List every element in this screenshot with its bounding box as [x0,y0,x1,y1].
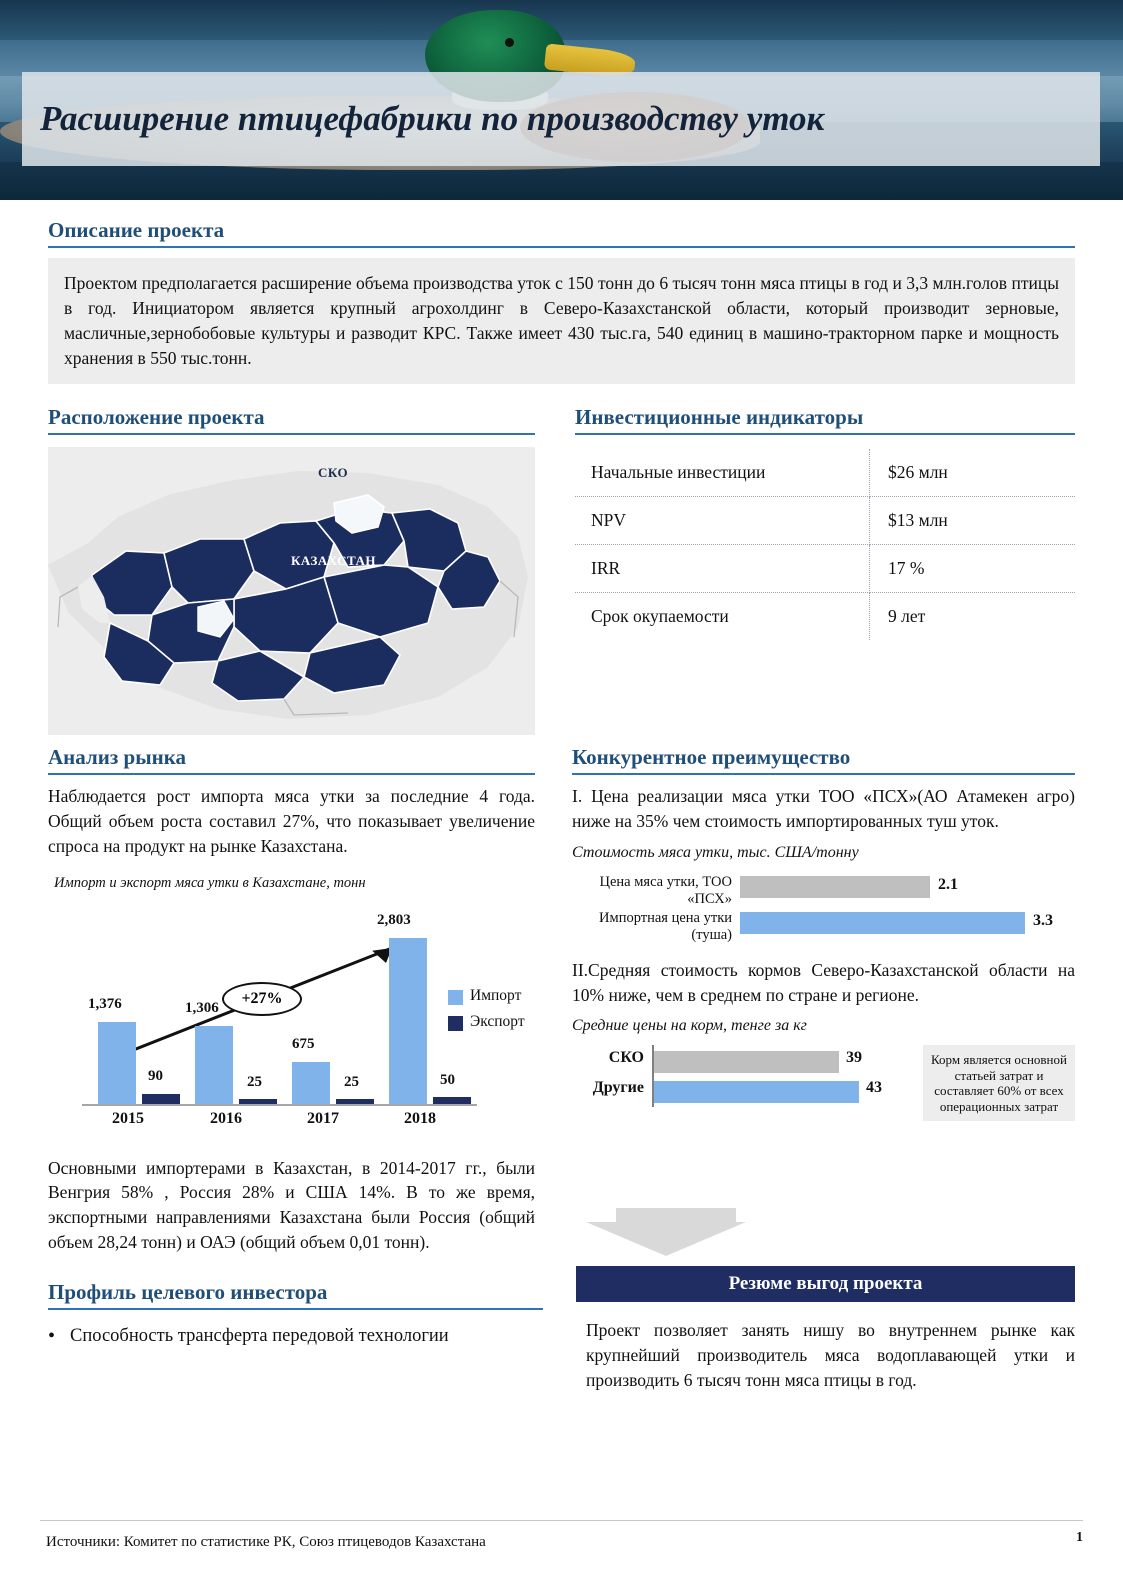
bar-value-import-2015: 1,376 [88,995,122,1012]
import-export-bar-chart [40,896,535,1146]
section-heading-investment: Инвестиционные индикаторы [575,405,1075,435]
water-band [0,0,1123,40]
indicator-label: NPV [575,497,870,545]
kazakhstan-map [48,447,535,735]
feed-price-bar-chart [572,1045,1075,1121]
table-row [575,449,1075,497]
investment-indicators-section [575,405,1075,640]
indicator-value: $26 млн [870,449,1076,497]
hbar-label-psh: Цена мяса утки, ТОО «ПСХ» [599,873,732,907]
hbar-sko [654,1051,839,1073]
x-label-2015: 2015 [112,1109,144,1127]
chart-caption-duck-price: Стоимость мяса утки, тыс. США/тонну [572,843,859,861]
indicator-label: Срок окупаемости [575,593,870,641]
bar-import-2017 [292,1062,330,1104]
section-heading-investor-profile: Профиль целевого инвестора [48,1280,543,1310]
bar-value-import-2018: 2,803 [377,911,411,928]
map-label-country: КАЗАХСТАН [291,553,377,568]
project-location-section [48,405,535,735]
market-paragraph-2: Основными импортерами в Казахстан, в 2014-2017 гг., были Венгрия 58% , Россия 28% и США 14%. В то же время, экспортными направлениями Казахстана были Россия (общий объем 28,24 тонн) и ОАЭ (общий объем 0,01 тонн). [48,1157,535,1253]
summary-heading: Резюме выгод проекта [576,1266,1075,1302]
x-label-2016: 2016 [210,1109,242,1127]
page-title: Расширение птицефабрики по производству уток [40,99,825,139]
market-analysis-section [40,745,535,1255]
duck-eye-image [505,38,514,47]
duck-price-bar-chart [572,872,1075,944]
legend-swatch-export [448,1016,463,1031]
bar-value-import-2016: 1,306 [185,999,219,1016]
bar-export-2015 [142,1094,180,1104]
indicator-label: IRR [575,545,870,593]
map-svg [48,447,535,735]
legend-label-import: Импорт [470,986,522,1004]
hbar-import [740,912,1025,934]
table-row [575,593,1075,641]
hbar-value-import: 3.3 [1033,911,1053,929]
x-label-2017: 2017 [307,1109,339,1127]
indicator-value: 17 % [870,545,1076,593]
footer-divider [40,1520,1083,1521]
bar-import-2016 [195,1026,233,1104]
hbar-label-import: Импортная цена утки (туша) [599,909,732,943]
list-item [48,1324,543,1349]
investor-profile-section [48,1280,543,1349]
chart-caption-import-export: Импорт и экспорт мяса утки в Казахстане, тонн [54,874,366,891]
footer-sources: Источники: Комитет по статистике РК, Союз птицеводов Казахстана [46,1534,486,1550]
bar-value-export-2015: 90 [148,1067,163,1084]
table-row [575,545,1075,593]
bullet-text: Способность трансферта передовой технологии [70,1326,449,1346]
bar-value-import-2017: 675 [292,1035,315,1052]
summary-text: Проект позволяет занять нишу во внутреннем рынке как крупнейший производитель мяса водоплавающей утки и производить 6 тысяч тонн мяса птицы в год. [586,1320,1075,1390]
map-label-region: СКО [318,465,349,480]
table-row [575,497,1075,545]
hbar-label-sko: СКО [608,1049,644,1067]
x-label-2018: 2018 [404,1109,436,1127]
section-heading-competitive: Конкурентное преимущество [572,745,1075,775]
project-description-section [48,218,1075,384]
title-banner [22,72,1100,166]
investment-table [575,449,1075,640]
bar-value-export-2018: 50 [440,1071,455,1088]
section-heading-location: Расположение проекта [48,405,535,435]
legend-swatch-import [448,990,463,1005]
arrow-down-icon [586,1222,746,1256]
page-number: 1 [1076,1530,1083,1545]
competitive-advantage-section [572,745,1075,1121]
indicator-label: Начальные инвестиции [575,449,870,497]
indicator-value: 9 лет [888,606,926,626]
hbar-others [654,1081,859,1103]
chart-axis [82,1104,477,1106]
chart-caption-feed-price: Средние цены на корм, тенге за кг [572,1017,807,1035]
bullet-marker: • [48,1325,56,1347]
legend-label-export: Экспорт [470,1012,525,1030]
bar-value-export-2017: 25 [344,1073,359,1090]
hbar-label-others: Другие [592,1079,644,1097]
bar-export-2018 [433,1097,471,1104]
hbar-value-others: 43 [866,1079,882,1097]
hero-banner [0,0,1123,200]
description-box [48,258,1075,384]
chart-axis [652,1045,654,1107]
indicator-value: $13 млн [870,497,1076,545]
growth-badge: +27% [222,982,302,1016]
bar-import-2018 [389,938,427,1104]
competitive-point-2: II.Средняя стоимость кормов Северо-Казахстанской области на 10% ниже, чем в среднем по стране и регионе. [572,959,1075,1005]
hbar-value-sko: 39 [846,1049,862,1067]
hbar-value-psh: 2.1 [938,875,958,893]
feed-cost-note: Корм является основной статьей затрат и составляет 60% от всех операционных затрат [923,1045,1075,1121]
section-heading-description: Описание проекта [48,218,1075,248]
bar-import-2015 [98,1022,136,1104]
bar-value-export-2016: 25 [247,1073,262,1090]
section-heading-market: Анализ рынка [48,745,535,775]
description-text: Проектом предполагается расширение объема производства уток с 150 тонн до 6 тысяч тонн мяса птицы в год и 3,3 млн.голов птицы в год. Инициатором является крупный агрохолдинг в Северо-Казахстанской области, который производит зерновые, масличные,зернобобовые культуры и разводит КРС. Также имеет 430 тыс.га, 540 единиц в машино-тракторном парке и мощность хранения в 550 тыс.тонн. [64,273,1059,368]
competitive-point-1: I. Цена реализации мяса утки ТОО «ПСХ»(АО Атамекен агро) ниже на 35% чем стоимость импортированных туш уток. [572,786,1075,831]
market-paragraph-1: Наблюдается рост импорта мяса утки за последние 4 года. Общий объем роста составил 27%, что показывает увеличение спроса на продукт на рынке Казахстана. [48,786,535,856]
hbar-psh [740,876,930,898]
